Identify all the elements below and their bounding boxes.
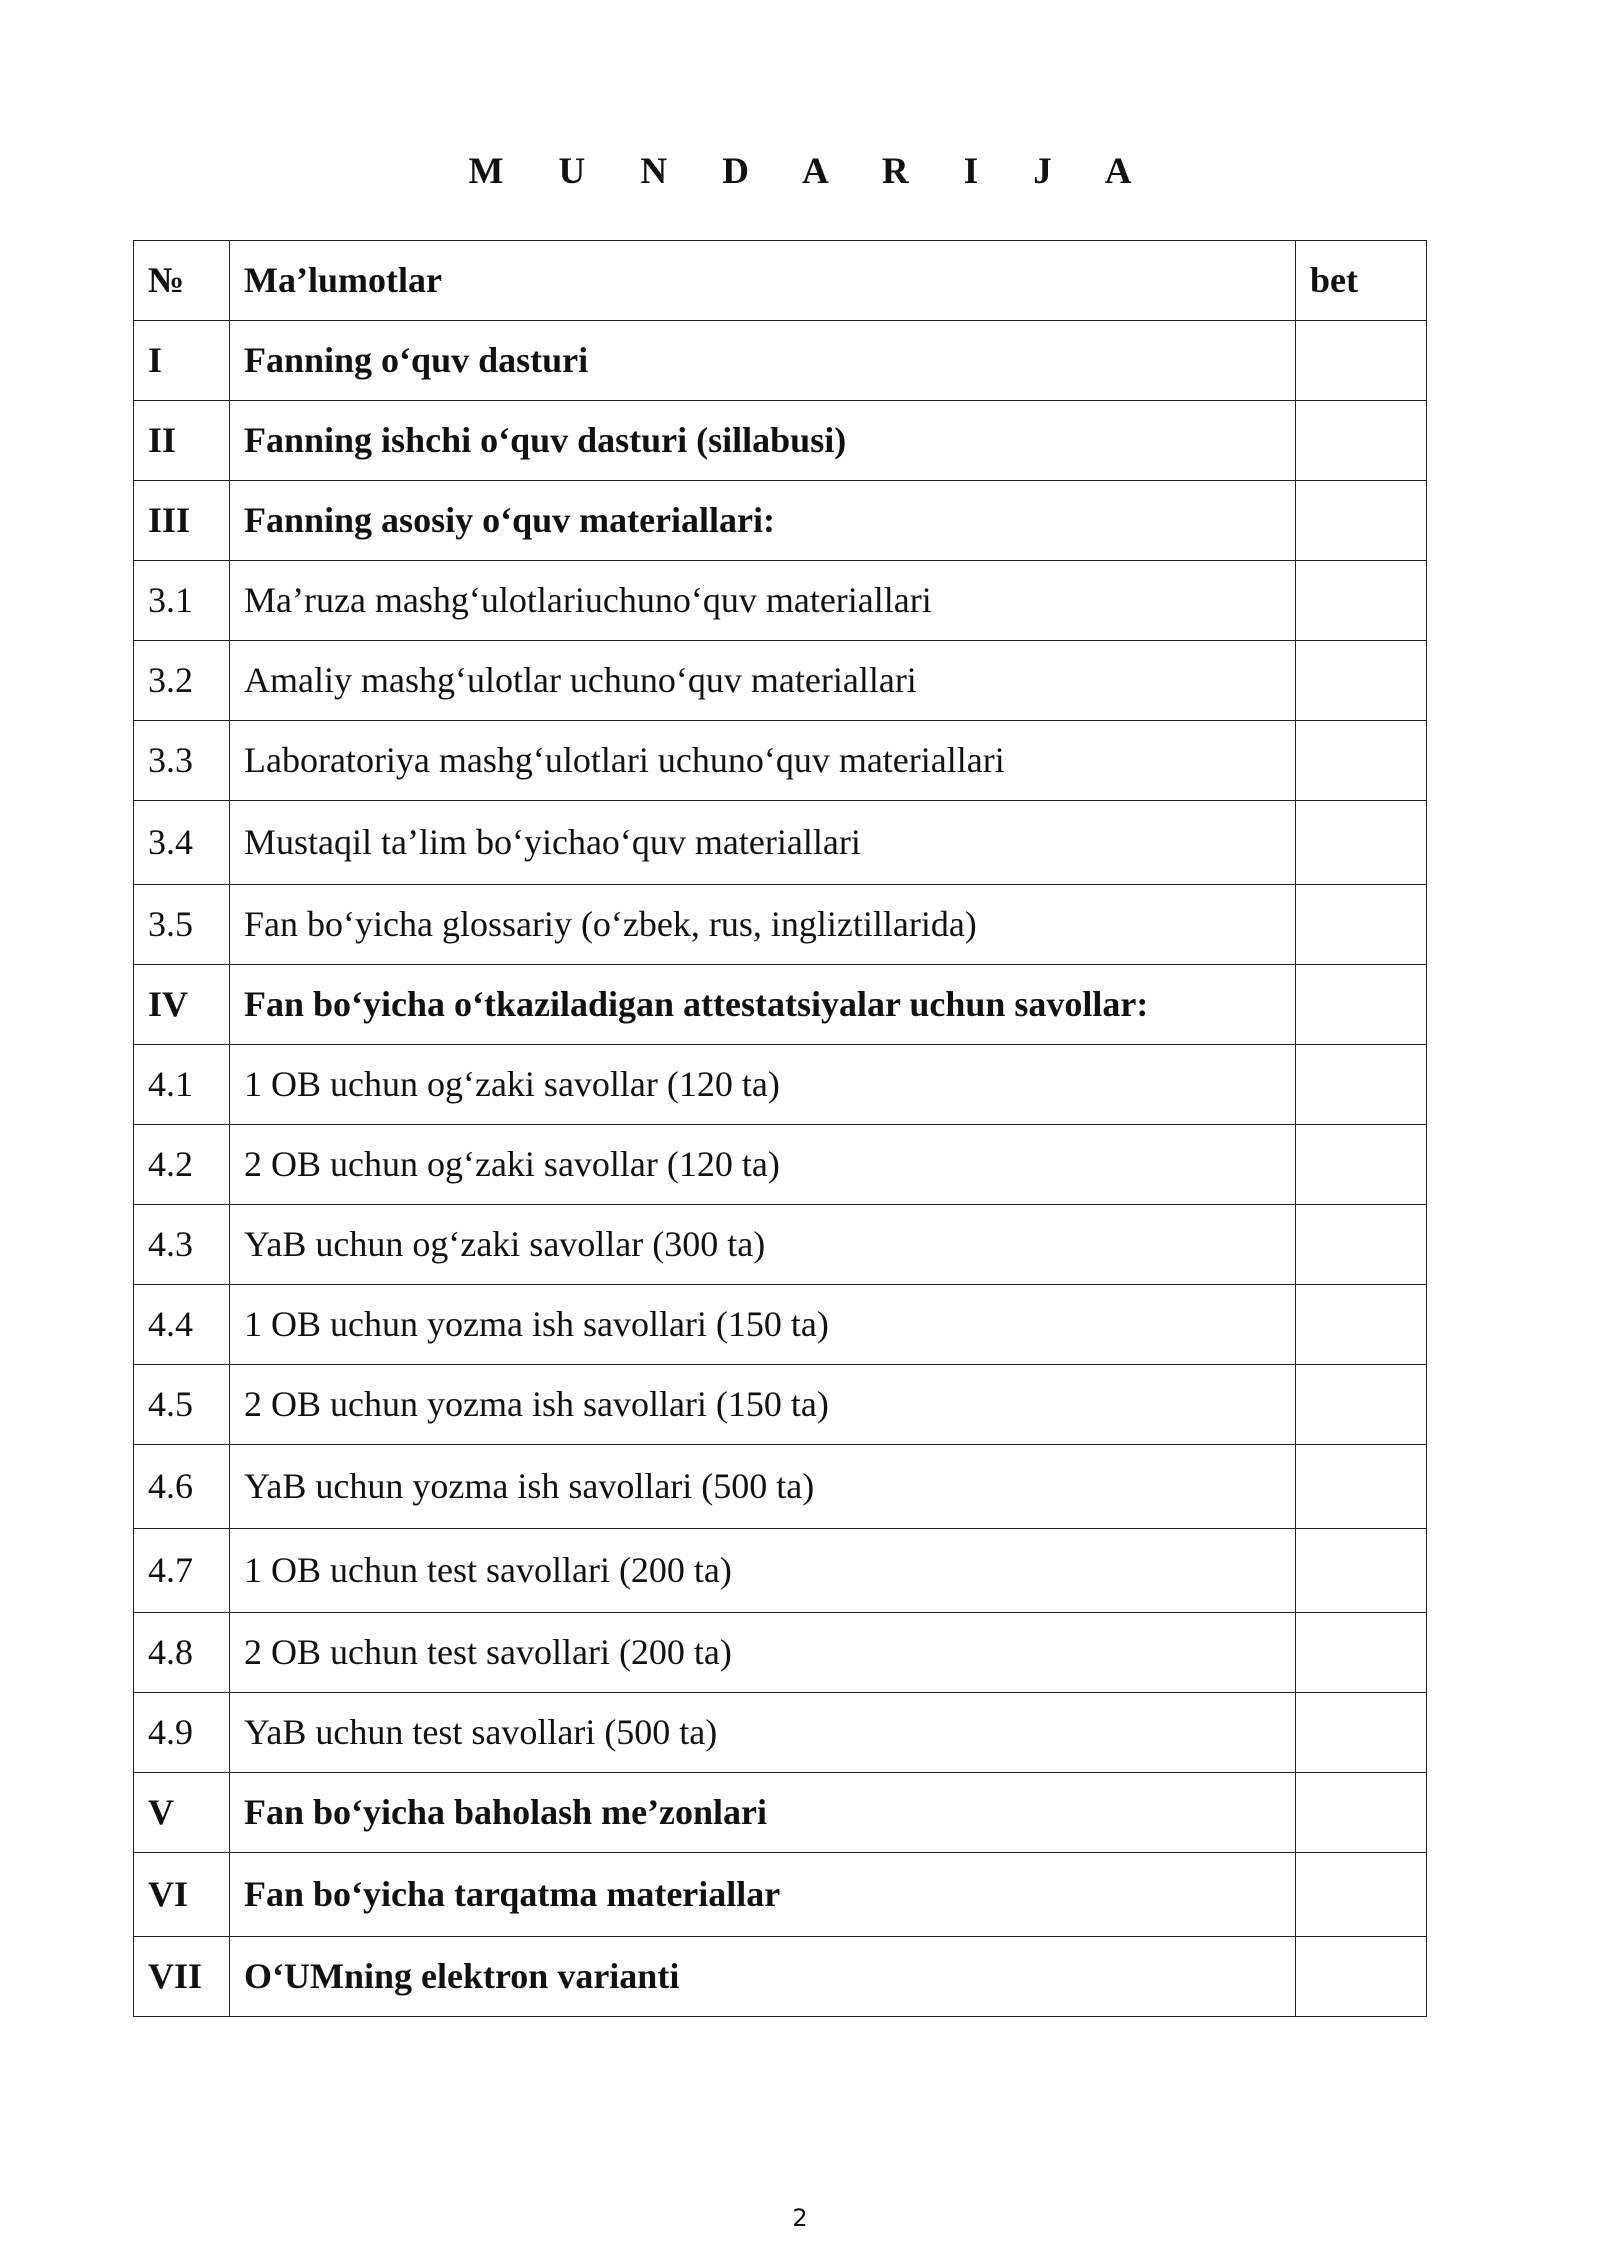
row-title: Fan bo‘yicha tarqatma materiallar (230, 1853, 1296, 1937)
row-page (1296, 1853, 1427, 1937)
table-row (134, 1937, 1427, 2017)
row-title: 2 OB uchun test savollari (200 ta) (230, 1613, 1296, 1693)
row-title: 1 OB uchun test savollari (200 ta) (230, 1529, 1296, 1613)
row-page (1296, 1045, 1427, 1125)
row-title: Laboratoriya mashg‘ulotlari uchuno‘quv materiallari (230, 721, 1296, 801)
row-page (1296, 1285, 1427, 1365)
contents-table (133, 240, 1427, 2017)
table-row (134, 801, 1427, 885)
header-information: Ma’lumotlar (230, 241, 1296, 321)
row-page (1296, 1445, 1427, 1529)
row-number: 4.9 (134, 1693, 230, 1773)
row-page (1296, 965, 1427, 1045)
row-page (1296, 321, 1427, 401)
row-title: O‘UMning elektron varianti (230, 1937, 1296, 2017)
row-number: I (134, 321, 230, 401)
row-page (1296, 1773, 1427, 1853)
table-row (134, 1285, 1427, 1365)
row-page (1296, 801, 1427, 885)
row-page (1296, 481, 1427, 561)
row-title: Fanning ishchi o‘quv dasturi (sillabusi) (230, 401, 1296, 481)
page-number: 2 (792, 2204, 808, 2232)
table-row (134, 481, 1427, 561)
table-row (134, 561, 1427, 641)
row-title: YaB uchun og‘zaki savollar (300 ta) (230, 1205, 1296, 1285)
row-number: 4.2 (134, 1125, 230, 1205)
table-row (134, 721, 1427, 801)
row-number: 3.1 (134, 561, 230, 641)
page-title: M U N D A R I J A (468, 151, 1155, 192)
row-title: 2 OB uchun yozma ish savollari (150 ta) (230, 1365, 1296, 1445)
row-number: IV (134, 965, 230, 1045)
table-row (134, 1613, 1427, 1693)
row-page (1296, 1205, 1427, 1285)
row-number: III (134, 481, 230, 561)
row-number: 3.2 (134, 641, 230, 721)
table-row (134, 965, 1427, 1045)
row-page (1296, 885, 1427, 965)
table-row (134, 1853, 1427, 1937)
row-title: Fan bo‘yicha o‘tkaziladigan attestatsiyalar uchun savollar: (230, 965, 1296, 1045)
row-title: Ma’ruza mashg‘ulotlariuchuno‘quv materiallari (230, 561, 1296, 641)
row-number: VII (134, 1937, 230, 2017)
table-row (134, 1773, 1427, 1853)
row-number: 3.5 (134, 885, 230, 965)
table-row (134, 885, 1427, 965)
row-title: 1 OB uchun yozma ish savollari (150 ta) (230, 1285, 1296, 1365)
row-page (1296, 1365, 1427, 1445)
row-title: YaB uchun yozma ish savollari (500 ta) (230, 1445, 1296, 1529)
table-row (134, 1205, 1427, 1285)
row-number: 4.7 (134, 1529, 230, 1613)
row-title: Fanning o‘quv dasturi (230, 321, 1296, 401)
row-number: VI (134, 1853, 230, 1937)
table-row (134, 1445, 1427, 1529)
row-number: 4.3 (134, 1205, 230, 1285)
row-number: 4.8 (134, 1613, 230, 1693)
row-page (1296, 1529, 1427, 1613)
table-row (134, 1365, 1427, 1445)
row-number: 3.3 (134, 721, 230, 801)
table-body (134, 321, 1427, 2017)
row-number: 4.4 (134, 1285, 230, 1365)
row-number: 4.5 (134, 1365, 230, 1445)
table-row (134, 1529, 1427, 1613)
row-page (1296, 1613, 1427, 1693)
row-title: 2 OB uchun og‘zaki savollar (120 ta) (230, 1125, 1296, 1205)
row-number: II (134, 401, 230, 481)
row-number: 3.4 (134, 801, 230, 885)
table-row (134, 321, 1427, 401)
table-row (134, 1125, 1427, 1205)
row-title: Fanning asosiy o‘quv materiallari: (230, 481, 1296, 561)
table-row (134, 1045, 1427, 1125)
row-title: 1 OB uchun og‘zaki savollar (120 ta) (230, 1045, 1296, 1125)
row-page (1296, 401, 1427, 481)
row-page (1296, 721, 1427, 801)
row-page (1296, 1693, 1427, 1773)
header-number: № (134, 241, 230, 321)
table-row (134, 1693, 1427, 1773)
row-title: Fan bo‘yicha baholash me’zonlari (230, 1773, 1296, 1853)
row-page (1296, 1937, 1427, 2017)
row-title: Mustaqil ta’lim bo‘yichao‘quv materiallari (230, 801, 1296, 885)
row-number: 4.1 (134, 1045, 230, 1125)
table-row (134, 641, 1427, 721)
row-number: 4.6 (134, 1445, 230, 1529)
row-page (1296, 1125, 1427, 1205)
table-header-row (134, 241, 1427, 321)
row-page (1296, 641, 1427, 721)
row-title: Amaliy mashg‘ulotlar uchuno‘quv materiallari (230, 641, 1296, 721)
row-title: Fan bo‘yicha glossariy (o‘zbek, rus, ingliztillarida) (230, 885, 1296, 965)
header-page: bet (1296, 241, 1427, 321)
row-page (1296, 561, 1427, 641)
table-row (134, 401, 1427, 481)
row-number: V (134, 1773, 230, 1853)
row-title: YaB uchun test savollari (500 ta) (230, 1693, 1296, 1773)
